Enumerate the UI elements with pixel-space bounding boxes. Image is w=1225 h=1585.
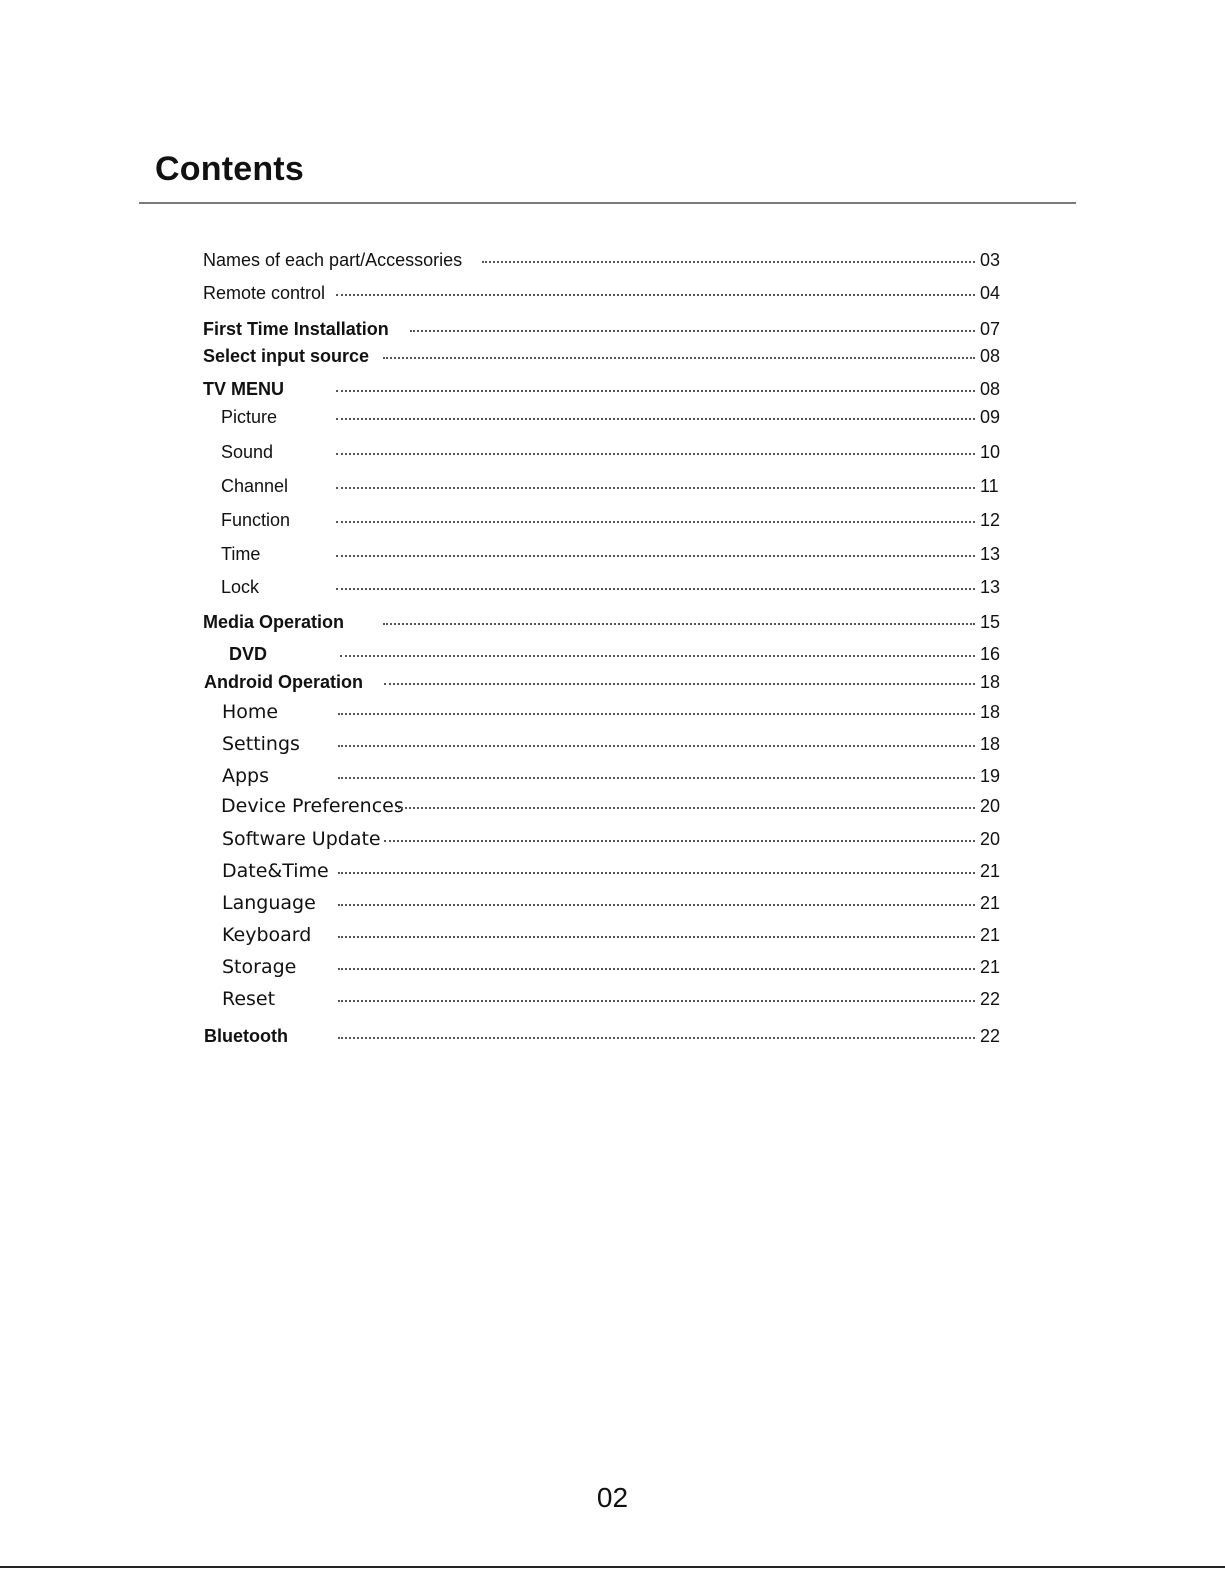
toc-entry bbox=[0, 795, 1225, 821]
toc-dot-leader bbox=[338, 904, 975, 906]
toc-entry-page-number: 08 bbox=[980, 379, 1001, 399]
toc-dot-leader bbox=[336, 555, 975, 557]
toc-entry-page-number: 07 bbox=[980, 319, 1001, 339]
toc-entry bbox=[0, 318, 1225, 344]
toc-dot-leader bbox=[384, 840, 975, 842]
toc-entry bbox=[0, 892, 1225, 918]
toc-dot-leader bbox=[338, 745, 975, 747]
toc-entry-page-number: 12 bbox=[980, 510, 1001, 530]
toc-entry-page-number: 08 bbox=[980, 346, 1001, 366]
toc-dot-leader bbox=[398, 807, 975, 809]
toc-entry bbox=[0, 828, 1225, 854]
toc-dot-leader bbox=[338, 713, 975, 715]
toc-entry-label: Date&Time bbox=[222, 860, 329, 882]
toc-entry bbox=[0, 956, 1225, 982]
toc-entry-label: Time bbox=[221, 544, 261, 564]
toc-dot-leader bbox=[338, 777, 975, 779]
toc-entry bbox=[0, 576, 1225, 602]
toc-entry-page-number: 04 bbox=[980, 283, 1001, 303]
toc-entry bbox=[0, 924, 1225, 950]
toc-entry bbox=[0, 249, 1225, 275]
toc-entry-label: Language bbox=[222, 892, 316, 914]
toc-dot-leader bbox=[338, 1037, 975, 1039]
toc-entry-label: Device Preferences bbox=[221, 795, 404, 817]
toc-entry-page-number: 10 bbox=[980, 442, 1001, 462]
toc-entry-page-number: 18 bbox=[980, 702, 1001, 722]
toc-entry-page-number: 18 bbox=[980, 734, 1001, 754]
toc-entry bbox=[0, 475, 1225, 501]
toc-entry-page-number: 09 bbox=[980, 407, 1001, 427]
toc-dot-leader bbox=[336, 588, 975, 590]
toc-entry-page-number: 21 bbox=[980, 861, 1001, 881]
toc-dot-leader bbox=[336, 521, 975, 523]
toc-entry-page-number: 18 bbox=[980, 672, 1001, 692]
toc-dot-leader bbox=[336, 487, 975, 489]
toc-entry bbox=[0, 441, 1225, 467]
toc-entry-label: Settings bbox=[222, 733, 300, 755]
toc-entry bbox=[0, 733, 1225, 759]
toc-entry bbox=[0, 1025, 1225, 1051]
toc-dot-leader bbox=[336, 294, 975, 296]
page-number: 02 bbox=[596, 1482, 629, 1513]
toc-entry bbox=[0, 765, 1225, 791]
toc-entry-page-number: 20 bbox=[980, 796, 1001, 816]
page-title: Contents bbox=[155, 150, 304, 188]
toc-entry-page-number: 11 bbox=[980, 476, 999, 496]
toc-entry-page-number: 13 bbox=[980, 577, 1001, 597]
toc-entry-label: Sound bbox=[221, 442, 274, 462]
toc-entry-page-number: 22 bbox=[980, 989, 1001, 1009]
toc-entry-page-number: 16 bbox=[980, 644, 1001, 664]
toc-dot-leader bbox=[338, 968, 975, 970]
toc-entry-label: Lock bbox=[221, 577, 260, 597]
toc-entry-label: Function bbox=[221, 510, 291, 530]
toc-entry bbox=[0, 643, 1225, 669]
toc-dot-leader bbox=[338, 1000, 975, 1002]
toc-dot-leader bbox=[336, 390, 975, 392]
toc-entry bbox=[0, 406, 1225, 432]
toc-entry bbox=[0, 543, 1225, 569]
toc-entry bbox=[0, 701, 1225, 727]
toc-entry-page-number: 13 bbox=[980, 544, 1001, 564]
toc-entry-label: Software Update bbox=[222, 828, 381, 850]
toc-entry-label: First Time Installation bbox=[203, 319, 389, 339]
bottom-divider bbox=[0, 1566, 1225, 1568]
toc-entry bbox=[0, 860, 1225, 886]
toc-entry-page-number: 03 bbox=[980, 250, 1001, 270]
toc-entry-page-number: 21 bbox=[980, 957, 1001, 977]
toc-entry-page-number: 15 bbox=[980, 612, 1001, 632]
toc-entry-label: Channel bbox=[221, 476, 289, 496]
toc-entry-page-number: 19 bbox=[980, 766, 1001, 786]
toc-dot-leader bbox=[384, 683, 975, 685]
toc-dot-leader bbox=[482, 261, 975, 263]
toc-entry bbox=[0, 282, 1225, 308]
toc-dot-leader bbox=[336, 453, 975, 455]
toc-entry bbox=[0, 988, 1225, 1014]
toc-entry-label: Apps bbox=[222, 765, 270, 787]
toc-entry bbox=[0, 671, 1225, 697]
toc-entry-page-number: 21 bbox=[980, 925, 1001, 945]
toc-entry-label: Reset bbox=[222, 988, 276, 1010]
toc-dot-leader bbox=[338, 872, 975, 874]
toc-entry-label: Media Operation bbox=[203, 612, 345, 632]
toc-entry-label: Storage bbox=[222, 956, 297, 978]
toc-entry-label: DVD bbox=[229, 644, 268, 664]
toc-entry bbox=[0, 378, 1225, 404]
toc-entry bbox=[0, 509, 1225, 535]
toc-dot-leader bbox=[383, 357, 975, 359]
toc-dot-leader bbox=[336, 418, 975, 420]
toc-entry-page-number: 21 bbox=[980, 893, 1001, 913]
toc-entry bbox=[0, 345, 1225, 371]
toc-entry-page-number: 20 bbox=[980, 829, 1001, 849]
toc-dot-leader bbox=[410, 330, 975, 332]
toc-entry-label: Picture bbox=[221, 407, 278, 427]
toc-dot-leader bbox=[383, 623, 975, 625]
toc-entry-label: Home bbox=[222, 701, 279, 723]
toc-entry-label: TV MENU bbox=[203, 379, 284, 399]
toc-entry bbox=[0, 611, 1225, 637]
toc-dot-leader bbox=[340, 655, 975, 657]
toc-dot-leader bbox=[338, 936, 975, 938]
toc-entry-label: Select input source bbox=[203, 346, 370, 366]
toc-entry-label: Remote control bbox=[203, 283, 326, 303]
toc-entry-label: Android Operation bbox=[204, 672, 363, 692]
toc-entry-label: Bluetooth bbox=[204, 1026, 288, 1046]
toc-entry-label: Keyboard bbox=[222, 924, 312, 946]
toc-entry-page-number: 22 bbox=[980, 1026, 1001, 1046]
toc-entry-label: Names of each part/Accessories bbox=[203, 250, 463, 270]
